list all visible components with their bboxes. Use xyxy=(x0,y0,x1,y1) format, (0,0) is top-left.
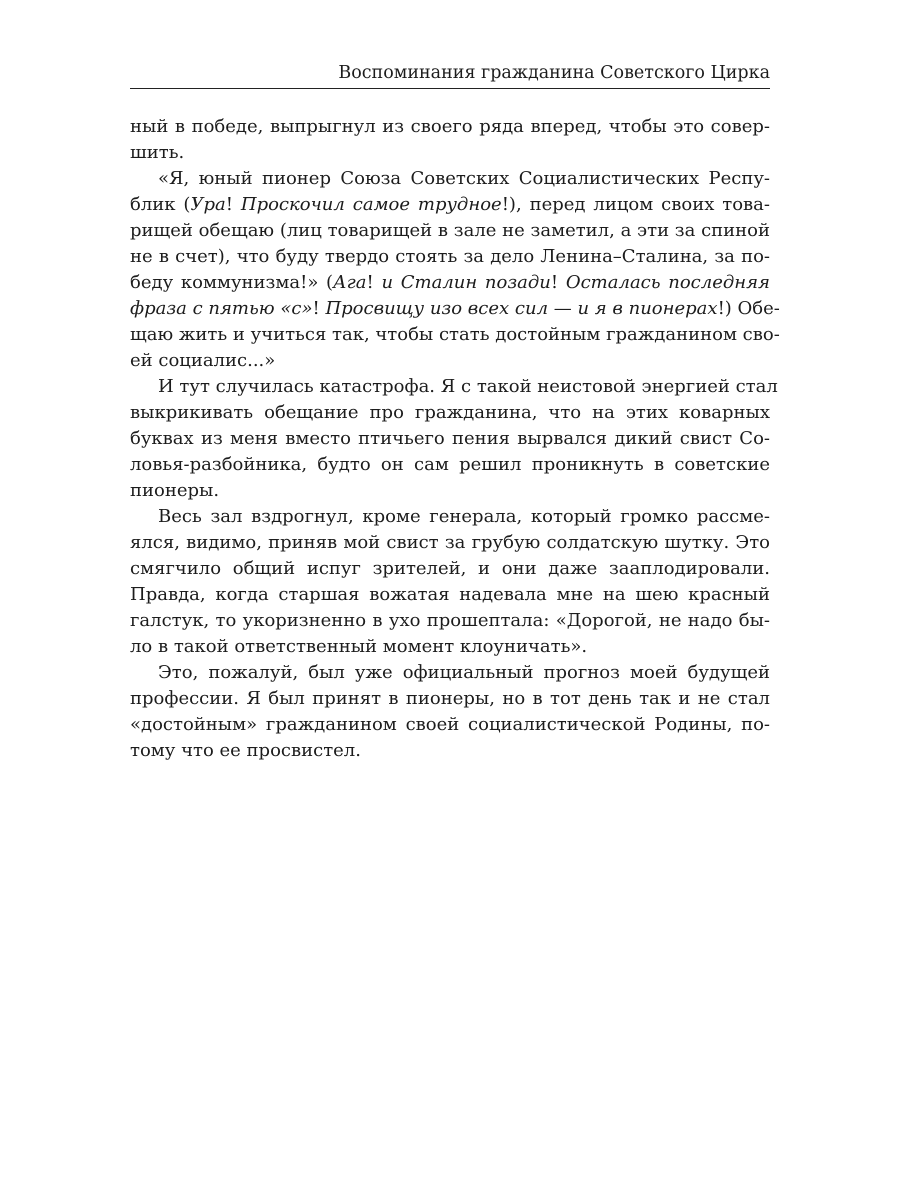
text-line: Это, пожалуй, был уже официальный прогноз моей будущей xyxy=(158,662,770,683)
text-line: щаю жить и учиться так, чтобы стать достойным гражданином сво- xyxy=(130,324,780,345)
text-line: беду коммунизма!» (Ага! и Сталин позади! Осталась последняя xyxy=(130,272,770,293)
text-line: буквах из меня вместо птичьего пения вырвался дикий свист Со- xyxy=(130,428,770,449)
running-header-title: Воспоминания гражданина Советского Цирка xyxy=(338,63,770,83)
italic-remark: Осталась последняя xyxy=(565,272,770,293)
italic-remark: Ага xyxy=(333,272,367,293)
text-line: тому что ее просвистел. xyxy=(130,740,361,761)
text-line: рищей обещаю (лиц товарищей в зале не заметил, а эти за спиной xyxy=(130,220,770,241)
italic-remark: Проскочил самое трудное xyxy=(240,194,502,215)
text-line: ный в победе, выпрыгнул из своего ряда вперед, чтобы это совер- xyxy=(130,116,770,137)
italic-remark: фраза с пятью «с» xyxy=(130,298,313,319)
text-line: блик (Ура! Проскочил самое трудное!), перед лицом своих това- xyxy=(130,194,770,215)
text-line: «достойным» гражданином своей социалистической Родины, по- xyxy=(130,714,770,735)
text-line: выкрикивать обещание про гражданина, что на этих коварных xyxy=(130,402,770,423)
text-line: смягчило общий испуг зрителей, и они даже зааплодировали. xyxy=(130,558,770,579)
text-line: Весь зал вздрогнул, кроме генерала, который громко рассме- xyxy=(158,506,770,527)
text-line: не в счет), что буду твердо стоять за дело Ленина–Сталина, за по- xyxy=(130,246,770,267)
text-line: ей социалис...» xyxy=(130,350,276,371)
text-line: ло в такой ответственный момент клоуничать». xyxy=(130,636,588,657)
italic-remark: Ура xyxy=(190,194,226,215)
text-line: «Я, юный пионер Союза Советских Социалистических Респу- xyxy=(158,168,770,189)
text-line: пионеры. xyxy=(130,480,220,501)
italic-remark: Просвищу изо всех сил — и я в пионерах xyxy=(325,298,718,319)
text-line: И тут случилась катастрофа. Я с такой неистовой энергией стал xyxy=(158,376,778,397)
text-line: профессии. Я был принят в пионеры, но в тот день так и не стал xyxy=(130,688,770,709)
running-header xyxy=(130,60,770,89)
text-line: ловья-разбойника, будто он сам решил проникнуть в советские xyxy=(130,454,770,475)
text-line: шить. xyxy=(130,142,185,163)
text-line: фраза с пятью «с»! Просвищу изо всех сил — и я в пионерах!) Обе- xyxy=(130,298,780,319)
page-body xyxy=(130,114,780,764)
text-line: ялся, видимо, приняв мой свист за грубую солдатскую шутку. Это xyxy=(130,532,770,553)
text-line: галстук, то укоризненно в ухо прошептала: «Дорогой, не надо бы- xyxy=(130,610,770,631)
italic-remark: и Сталин позади xyxy=(381,272,551,293)
text-line: Правда, когда старшая вожатая надевала мне на шею красный xyxy=(130,584,770,605)
